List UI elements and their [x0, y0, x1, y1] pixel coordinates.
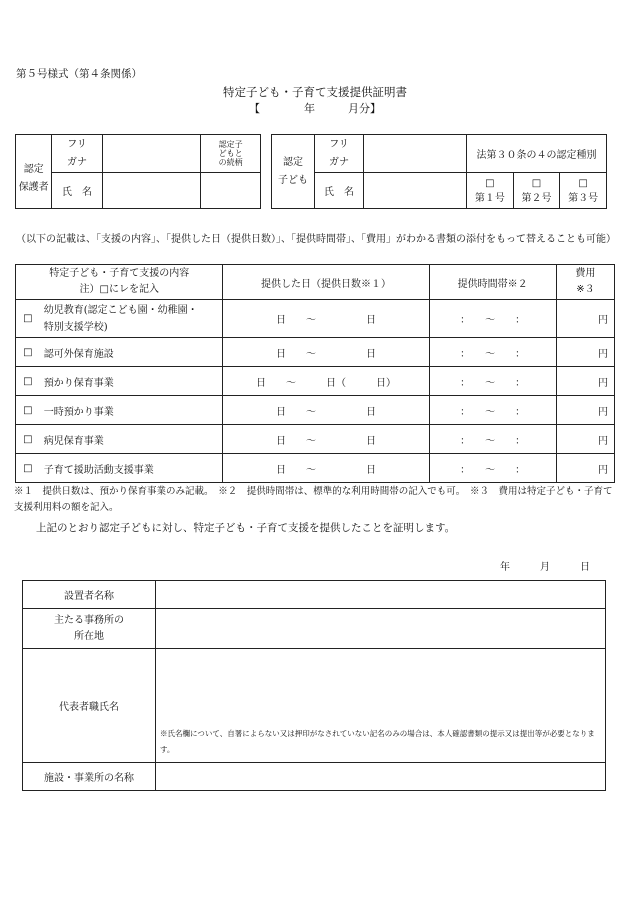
child-label: 認定 子ども — [272, 135, 315, 209]
guardian-table — [15, 134, 261, 209]
service-checkbox[interactable]: □ — [16, 396, 40, 425]
type-2-checkbox[interactable]: □ 第２号 — [513, 173, 560, 209]
fee-field[interactable]: 円 — [556, 396, 614, 425]
setter-name-field[interactable] — [156, 581, 606, 609]
facility-name-field[interactable] — [156, 763, 606, 791]
service-name: 一時預かり事業 — [40, 396, 223, 425]
relation-field[interactable] — [201, 173, 261, 209]
fee-field[interactable]: 円 — [556, 338, 614, 367]
child-name-field[interactable] — [364, 173, 467, 209]
service-checkbox[interactable]: □ — [16, 338, 40, 367]
time-field[interactable]: ： ～ ： — [429, 425, 556, 454]
service-name: 預かり保育事業 — [40, 367, 223, 396]
guardian-furigana-label: フリ ガナ — [52, 135, 102, 173]
date-field[interactable]: 年 月 日 — [500, 562, 590, 573]
table-row — [16, 338, 615, 367]
time-field[interactable]: ： ～ ： — [429, 300, 556, 338]
child-furigana-field[interactable] — [364, 135, 467, 173]
service-checkbox[interactable]: □ — [16, 425, 40, 454]
fee-field[interactable]: 円 — [556, 425, 614, 454]
days-field[interactable]: 日 ～ 日 — [223, 396, 429, 425]
service-name: 病児保育事業 — [40, 425, 223, 454]
period-field[interactable]: 【 年 月分】 — [249, 102, 381, 115]
table-row — [16, 300, 615, 338]
type-1-checkbox[interactable]: □ 第１号 — [467, 173, 514, 209]
guardian-furigana-field[interactable] — [102, 135, 201, 173]
content-header: 特定子ども・子育て支援の内容 注）□にレを記入 — [16, 265, 223, 300]
days-field[interactable]: 日 ～ 日 — [223, 454, 429, 483]
table-row — [16, 396, 615, 425]
guardian-label: 認定 保護者 — [16, 135, 52, 209]
footnote: ※１ 提供日数は、預かり保育事業のみ記載。 ※２ 提供時間帯は、標準的な利用時間帯の記入でも可。 ※３ 費用は特定子ども・子育て支援利用料の額を記入。 — [14, 486, 613, 513]
intro-note: （以下の記載は、「支援の内容」、「提供した日（提供日数）」、「提供時間帯」、「費用」がわかる書類の添付をもって替えることも可能） — [16, 234, 616, 245]
office-address-label: 主たる事務所の 所在地 — [23, 609, 156, 649]
service-table — [15, 264, 615, 483]
child-name-label: 氏 名 — [315, 173, 364, 209]
relation-label: 認定子 どもと の続柄 — [201, 135, 261, 173]
facility-name-label: 施設・事業所の名称 — [23, 763, 156, 791]
service-checkbox[interactable]: □ — [16, 300, 40, 338]
office-address-field[interactable] — [156, 609, 606, 649]
service-name: 認可外保育施設 — [40, 338, 223, 367]
type-3-checkbox[interactable]: □ 第３号 — [560, 173, 607, 209]
time-field[interactable]: ： ～ ： — [429, 367, 556, 396]
guardian-name-field[interactable] — [102, 173, 201, 209]
days-field[interactable]: 日 ～ 日（ 日） — [223, 367, 429, 396]
service-name: 子育て援助活動支援事業 — [40, 454, 223, 483]
time-field[interactable]: ： ～ ： — [429, 454, 556, 483]
child-furigana-label: フリ ガナ — [315, 135, 364, 173]
time-field[interactable]: ： ～ ： — [429, 396, 556, 425]
time-header: 提供時間帯※２ — [429, 265, 556, 300]
fee-field[interactable]: 円 — [556, 300, 614, 338]
table-row — [16, 367, 615, 396]
fee-header: 費用 ※３ — [556, 265, 614, 300]
representative-field[interactable] — [156, 649, 606, 763]
days-field[interactable]: 日 ～ 日 — [223, 300, 429, 338]
days-field[interactable]: 日 ～ 日 — [223, 338, 429, 367]
time-field[interactable]: ： ～ ： — [429, 338, 556, 367]
table-row — [16, 454, 615, 483]
form-number: 第５号様式（第４条関係） — [16, 68, 142, 80]
fee-field[interactable]: 円 — [556, 454, 614, 483]
days-field[interactable]: 日 ～ 日 — [223, 425, 429, 454]
service-checkbox[interactable]: □ — [16, 367, 40, 396]
representative-label: 代表者職氏名 — [23, 649, 156, 763]
table-row — [16, 425, 615, 454]
service-checkbox[interactable]: □ — [16, 454, 40, 483]
provider-table — [22, 580, 606, 791]
representative-note: ※氏名欄について、自署によらない又は押印がなされていない記名のみの場合は、本人確認書類の提示又は提出等が必要となります。 — [160, 729, 595, 754]
guardian-name-label: 氏 名 — [52, 173, 102, 209]
fee-field[interactable]: 円 — [556, 367, 614, 396]
child-table — [271, 134, 607, 209]
setter-name-label: 設置者名称 — [23, 581, 156, 609]
certification-statement: 上記のとおり認定子どもに対し、特定子ども・子育て支援を提供したことを証明します。 — [36, 522, 456, 534]
document-title: 特定子ども・子育て支援提供証明書 — [223, 85, 407, 99]
service-name: 幼児教育(認定こども園・幼稚園・ 特別支援学校) — [40, 300, 223, 338]
days-header: 提供した日（提供日数※１） — [223, 265, 429, 300]
certification-type-header: 法第３０条の４の認定種別 — [467, 135, 607, 173]
